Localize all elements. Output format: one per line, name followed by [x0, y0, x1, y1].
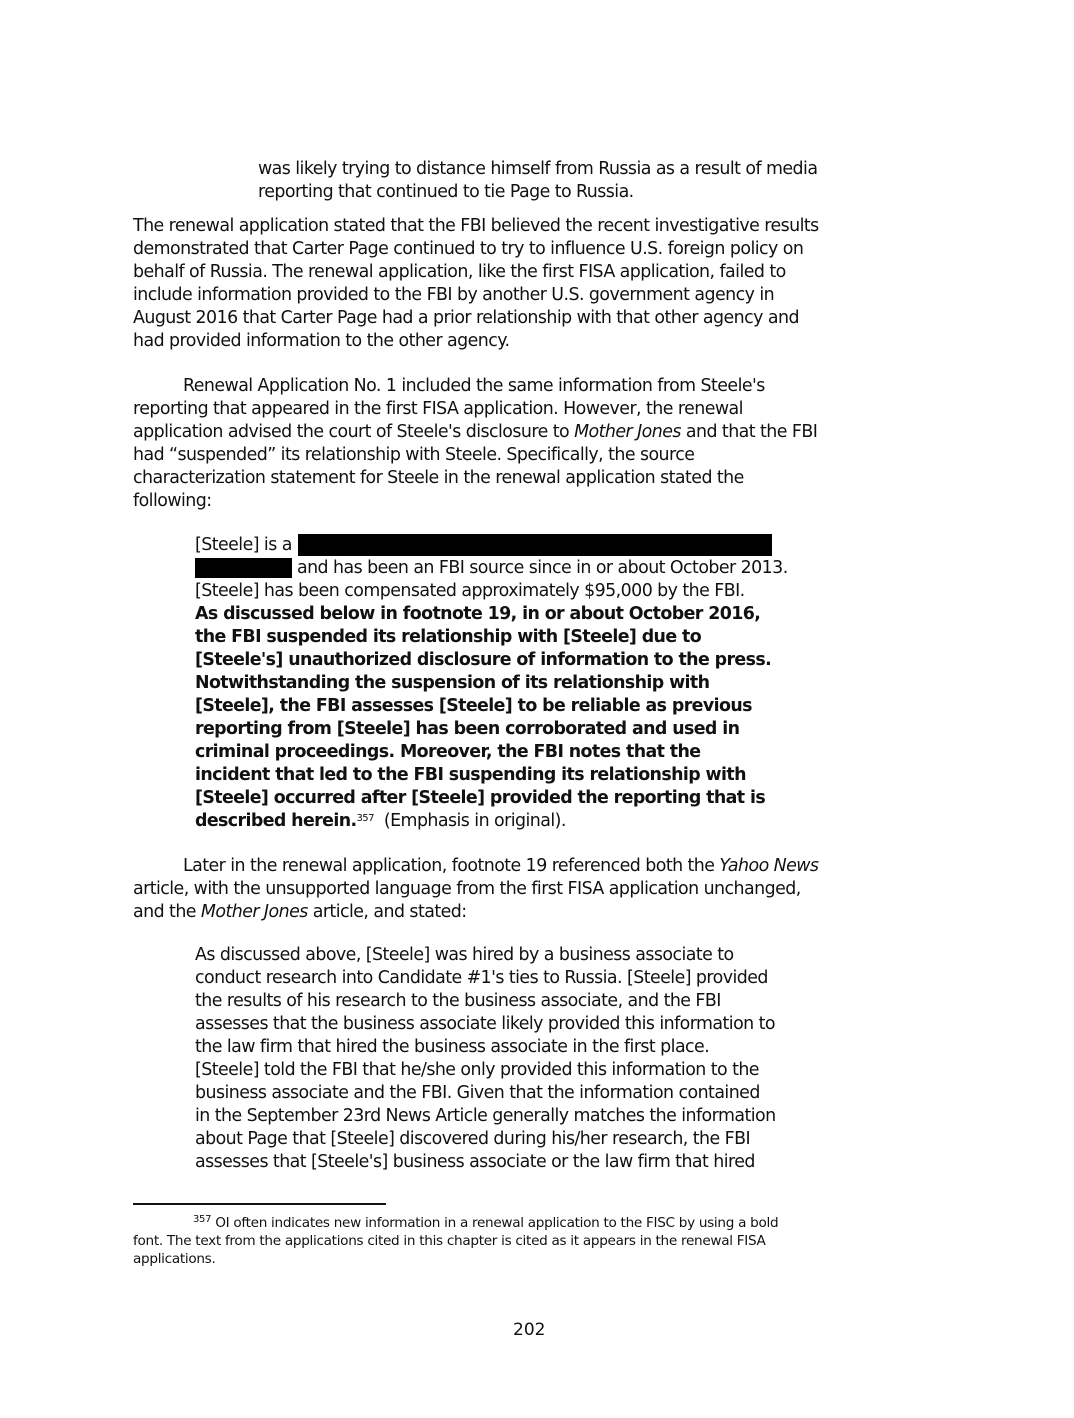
publication-title: Yahoo News: [719, 856, 819, 876]
quote1-line: reporting that continued to tie Page to Russia.: [258, 182, 634, 202]
quote2-bold-line: [Steele] occurred after [Steele] provided the reporting that is: [195, 788, 766, 808]
para2-text: and that the FBI: [680, 422, 818, 442]
para1-line: had provided information to the other agency.: [133, 331, 510, 351]
para2-line: following:: [133, 491, 212, 511]
para2-line: reporting that appeared in the first FISA application. However, the renewal: [133, 399, 743, 419]
quote3-line: the law firm that hired the business associate in the first place.: [195, 1037, 710, 1057]
para3-line: article, with the unsupported language from the first FISA application unchanged,: [133, 879, 801, 899]
publication-title: Mother Jones: [574, 422, 681, 442]
quote2-line: [195, 810, 566, 833]
quote2-text: [Steele] is a: [195, 535, 292, 555]
para1-line: include information provided to the FBI by another U.S. government agency in: [133, 285, 775, 305]
para2-line: characterization statement for Steele in the renewal application stated the: [133, 468, 744, 488]
para3-text: and the: [133, 902, 201, 922]
footnote-number: 357: [193, 1214, 212, 1225]
footnote-line: [193, 1214, 778, 1232]
quote2-line: [195, 534, 772, 557]
para3-line: [183, 855, 818, 878]
quote2-bold-text: described herein.: [195, 811, 357, 831]
para3-text: article, and stated:: [307, 902, 467, 922]
page-number: 202: [513, 1320, 546, 1340]
quote3-line: the results of his research to the business associate, and the FBI: [195, 991, 721, 1011]
para3-line: [133, 901, 467, 924]
quote2-text: (Emphasis in original).: [373, 811, 566, 831]
quote3-line: conduct research into Candidate #1's ties to Russia. [Steele] provided: [195, 968, 768, 988]
quote2-bold-line: [Steele], the FBI assesses [Steele] to be reliable as previous: [195, 696, 752, 716]
quote3-line: business associate and the FBI. Given that the information contained: [195, 1083, 760, 1103]
redaction-block: [195, 558, 292, 578]
quote2-line: [195, 557, 788, 580]
para1-line: August 2016 that Carter Page had a prior relationship with that other agency and: [133, 308, 799, 328]
quote3-line: assesses that [Steele's] business associate or the law firm that hired: [195, 1152, 755, 1172]
para1-line: behalf of Russia. The renewal application, like the first FISA application, failed to: [133, 262, 786, 282]
quote2-bold-line: the FBI suspended its relationship with [Steele] due to: [195, 627, 702, 647]
quote3-line: about Page that [Steele] discovered during his/her research, the FBI: [195, 1129, 751, 1149]
quote1-line: was likely trying to distance himself from Russia as a result of media: [258, 159, 818, 179]
quote2-bold-line: incident that led to the FBI suspending its relationship with: [195, 765, 746, 785]
footnote-text: OI often indicates new information in a renewal application to the FISC by using a bold: [211, 1215, 779, 1231]
quote2-line: [Steele] has been compensated approximately $95,000 by the FBI.: [195, 581, 745, 601]
para1-line: The renewal application stated that the FBI believed the recent investigative results: [133, 216, 819, 236]
redaction-block: [298, 534, 772, 556]
quote3-line: assesses that the business associate likely provided this information to: [195, 1014, 775, 1034]
quote3-line: [Steele] told the FBI that he/she only provided this information to the: [195, 1060, 759, 1080]
para1-line: demonstrated that Carter Page continued to try to influence U.S. foreign policy on: [133, 239, 804, 259]
para3-text: Later in the renewal application, footnote 19 referenced both the: [183, 856, 720, 876]
para2-text: application advised the court of Steele's disclosure to: [133, 422, 575, 442]
para2-line: Renewal Application No. 1 included the same information from Steele's: [183, 376, 765, 396]
footnote-reference[interactable]: 357: [356, 813, 374, 824]
para2-line: had “suspended” its relationship with Steele. Specifically, the source: [133, 445, 695, 465]
quote2-bold-line: Notwithstanding the suspension of its relationship with: [195, 673, 710, 693]
publication-title: Mother Jones: [200, 902, 308, 922]
quote2-bold-line: [Steele's] unauthorized disclosure of information to the press.: [195, 650, 772, 670]
footnote-separator: [133, 1203, 386, 1205]
quote2-bold-line: reporting from [Steele] has been corroborated and used in: [195, 719, 740, 739]
quote3-line: in the September 23rd News Article generally matches the information: [195, 1106, 776, 1126]
quote2-bold-line: criminal proceedings. Moreover, the FBI notes that the: [195, 742, 701, 762]
quote3-line: As discussed above, [Steele] was hired by a business associate to: [195, 945, 734, 965]
para2-line: [133, 421, 817, 444]
footnote-line: font. The text from the applications cited in this chapter is cited as it appears in the renewal FISA: [133, 1233, 766, 1249]
quote2-bold-line: As discussed below in footnote 19, in or about October 2016,: [195, 604, 761, 624]
quote2-text: and has been an FBI source since in or about October 2013.: [292, 558, 788, 578]
footnote-line: applications.: [133, 1251, 216, 1267]
